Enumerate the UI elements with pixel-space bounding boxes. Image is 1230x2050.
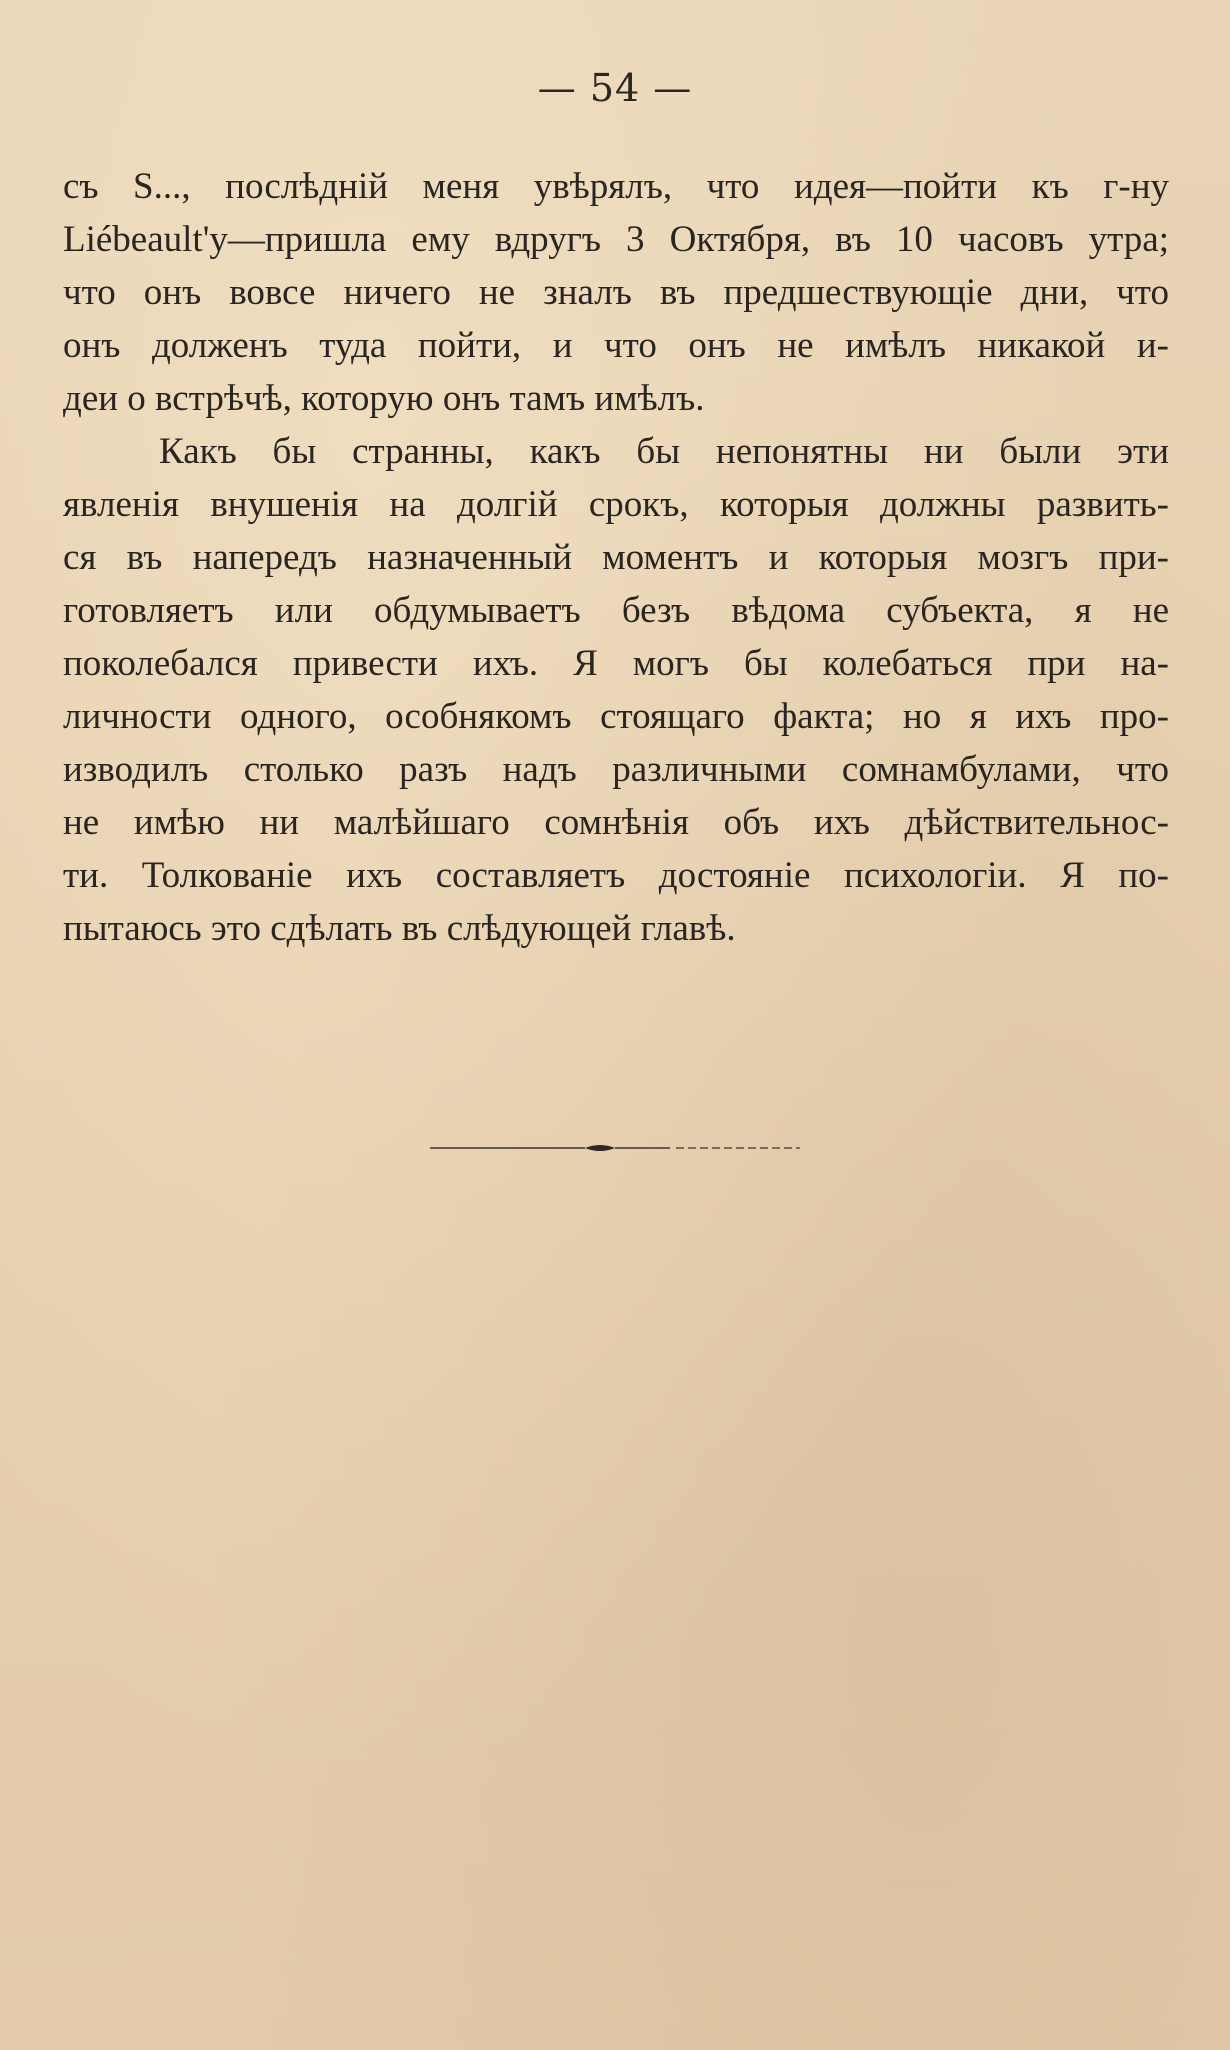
body-text xyxy=(63,160,1169,955)
text-line: ти. Толкованiе ихъ составляетъ достоянiе психологiи. Я по- xyxy=(63,855,1169,896)
text-line: явленiя внушенiя на долгiй срокъ, которыя должны развить- xyxy=(63,484,1169,525)
text-line: пытаюсь это сдѣлать въ слѣдующей главѣ. xyxy=(63,908,736,949)
text-line: Liébeault'у—пришла ему вдругъ 3 Октября, въ 10 часовъ утра; xyxy=(63,219,1169,260)
text-line: поколебался привести ихъ. Я могъ бы колебаться при на- xyxy=(63,643,1169,684)
text-line: не имѣю ни малѣйшаго сомнѣнiя объ ихъ дѣйствительнос- xyxy=(63,802,1169,843)
text-line: онъ долженъ туда пойти, и что онъ не имѣлъ никакой и- xyxy=(63,325,1169,366)
text-line: личности одного, особнякомъ стоящаго факта; но я ихъ про- xyxy=(63,696,1169,737)
text-line: съ S..., послѣднiй меня увѣрялъ, что идея—пойти къ г-ну xyxy=(63,166,1169,207)
text-line: деи о встрѣчѣ, которую онъ тамъ имѣлъ. xyxy=(63,378,705,419)
paragraph-first-line: Какъ бы странны, какъ бы непонятны ни были эти xyxy=(159,431,1169,472)
text-line: ся въ напередъ назначенный моментъ и которыя мозгъ при- xyxy=(63,537,1169,578)
text-line: готовляетъ или обдумываетъ безъ вѣдома субъекта, я не xyxy=(63,590,1169,631)
section-divider-ornament xyxy=(430,1138,800,1158)
text-line: изводилъ столько разъ надъ различными сомнамбулами, что xyxy=(63,749,1169,790)
text-line: что онъ вовсе ничего не зналъ въ предшествующiе дни, что xyxy=(63,272,1169,313)
page-number: — 54 — xyxy=(537,66,693,110)
